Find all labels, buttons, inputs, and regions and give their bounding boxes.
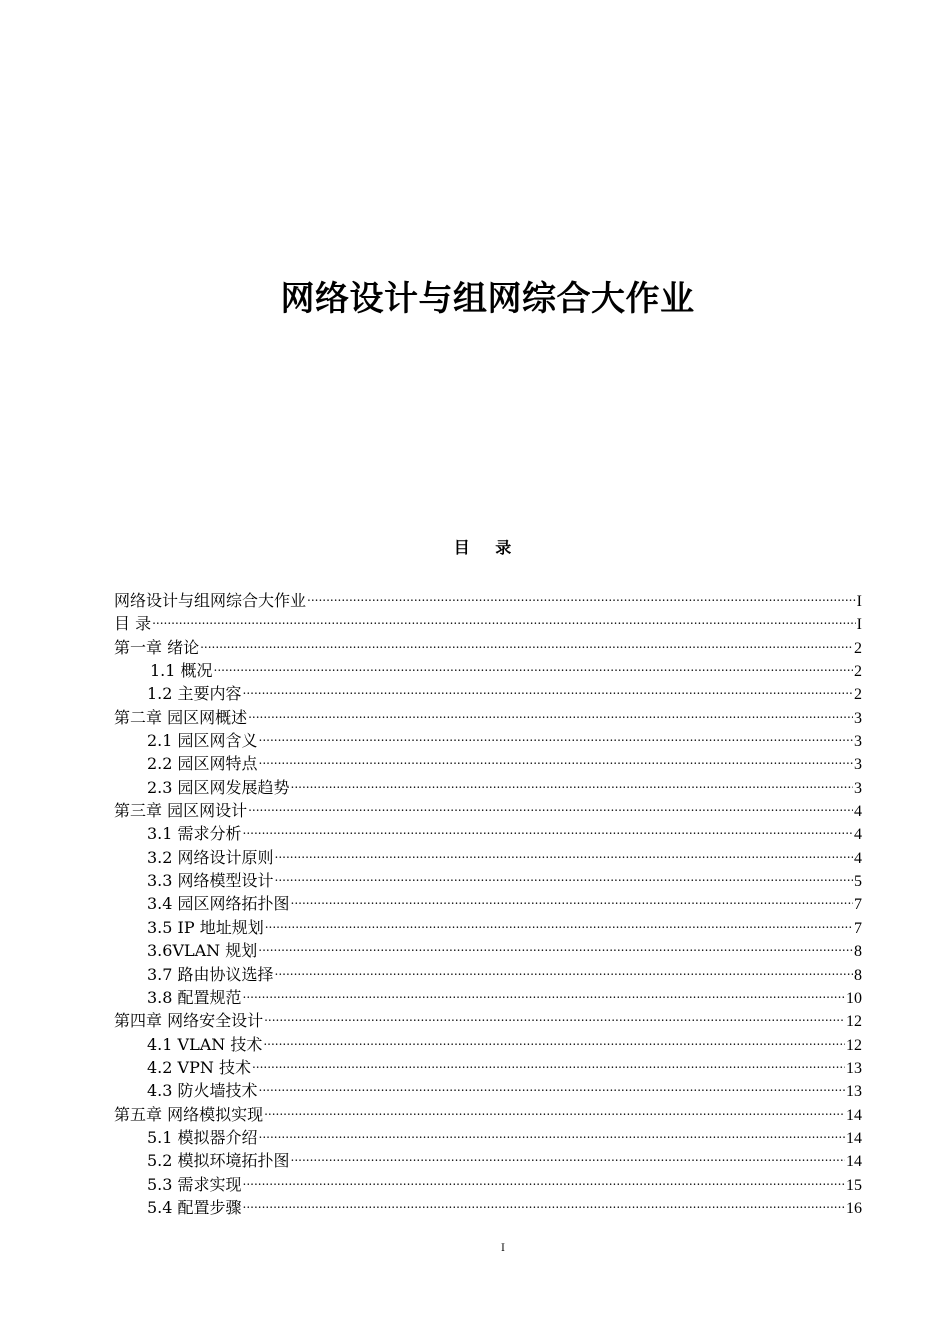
toc-leader-dots	[248, 800, 853, 816]
toc-entry-page: 8	[854, 966, 862, 984]
toc-entry-text: 第一章 绪论	[114, 637, 200, 657]
toc-entry-page: 13	[846, 1059, 862, 1077]
toc-entry-text: 第四章 网络安全设计	[114, 1011, 264, 1031]
toc-entry[interactable]	[114, 846, 862, 869]
toc-entry-text: 第五章 网络模拟实现	[114, 1104, 264, 1124]
toc-leader-dots	[275, 847, 853, 863]
toc-entry-text: 5.2 模拟环境拓扑图	[147, 1151, 290, 1171]
toc-leader-dots	[264, 1104, 845, 1120]
toc-leader-dots	[152, 613, 856, 629]
toc-entry-page: 14	[846, 1153, 862, 1171]
toc-leader-dots	[259, 1080, 845, 1096]
toc-leader-dots	[264, 1010, 845, 1026]
toc-entry[interactable]	[114, 986, 862, 1009]
toc-leader-dots	[243, 1174, 845, 1190]
toc-entry-text: 第三章 园区网设计	[114, 801, 248, 821]
toc-entry-text: 3.8 配置规范	[147, 987, 242, 1007]
toc-entry-page: 2	[854, 663, 862, 681]
toc-entry-page: 12	[846, 1013, 862, 1031]
toc-entry-text: 3.7 路由协议选择	[147, 964, 274, 984]
toc-entry[interactable]	[114, 1009, 862, 1032]
toc-entry-page: 2	[854, 639, 862, 657]
table-of-contents	[114, 589, 862, 1219]
toc-entry-page: 2	[854, 686, 862, 704]
toc-leader-dots	[263, 1034, 845, 1050]
toc-entry-text: 第二章 园区网概述	[114, 707, 248, 727]
toc-entry[interactable]	[114, 939, 862, 962]
toc-entry-text: 3.5 IP 地址规划	[147, 917, 264, 937]
toc-entry-text: 4.1 VLAN 技术	[147, 1034, 263, 1054]
toc-entry-page: 8	[854, 943, 862, 961]
toc-entry-text: 5.4 配置步骤	[147, 1197, 242, 1217]
toc-leader-dots	[200, 637, 853, 653]
toc-entry-page: 3	[854, 779, 862, 797]
toc-leader-dots	[252, 1057, 845, 1073]
toc-entry-text: 3.3 网络模型设计	[147, 871, 274, 891]
toc-entry-page: 4	[854, 803, 862, 821]
toc-entry[interactable]	[114, 682, 862, 705]
toc-entry-page: 16	[846, 1199, 862, 1217]
toc-entry-page: 7	[854, 919, 862, 937]
toc-entry[interactable]	[114, 729, 862, 752]
toc-entry-page: 3	[854, 756, 862, 774]
toc-entry-page: I	[856, 593, 862, 610]
toc-entry[interactable]	[114, 1149, 862, 1172]
toc-entry[interactable]	[114, 1126, 862, 1149]
toc-entry[interactable]	[114, 636, 862, 659]
toc-entry-page: 7	[854, 896, 862, 914]
toc-leader-dots	[275, 870, 853, 886]
toc-leader-dots	[259, 753, 853, 769]
toc-leader-dots	[243, 1197, 845, 1213]
toc-leader-dots	[259, 730, 853, 746]
toc-entry-text: 5.1 模拟器介绍	[147, 1127, 258, 1147]
toc-entry-text: 3.1 需求分析	[147, 824, 242, 844]
page-number: I	[501, 1243, 505, 1254]
toc-leader-dots	[248, 707, 853, 723]
toc-entry-page: I	[856, 616, 862, 634]
toc-entry-text: 网络设计与组网综合大作业	[114, 591, 307, 610]
toc-entry[interactable]	[114, 1033, 862, 1056]
toc-entry-text: 3.4 园区网络拓扑图	[147, 894, 290, 914]
toc-entry-text: 5.3 需求实现	[147, 1174, 242, 1194]
toc-entry[interactable]	[114, 1056, 862, 1079]
toc-leader-dots	[214, 660, 853, 676]
toc-leader-dots	[307, 590, 856, 606]
toc-leader-dots	[265, 917, 853, 933]
toc-leader-dots	[259, 1127, 845, 1143]
toc-entry[interactable]	[114, 892, 862, 915]
toc-entry-text: 2.3 园区网发展趋势	[147, 777, 290, 797]
toc-entry-page: 12	[846, 1036, 862, 1054]
toc-entry-page: 3	[854, 709, 862, 727]
toc-leader-dots	[243, 823, 853, 839]
toc-entry-page: 15	[846, 1176, 862, 1194]
toc-entry-text: 2.1 园区网含义	[147, 731, 258, 751]
toc-leader-dots	[291, 893, 853, 909]
toc-heading: 目 录	[453, 538, 522, 557]
toc-entry-page: 4	[854, 826, 862, 844]
toc-entry-page: 5	[854, 873, 862, 891]
toc-leader-dots	[275, 964, 853, 980]
toc-leader-dots	[258, 940, 853, 956]
toc-entry[interactable]	[114, 799, 862, 822]
toc-entry-page: 14	[846, 1129, 862, 1147]
toc-entry[interactable]	[114, 963, 862, 986]
toc-entry-text: 目 录	[114, 614, 152, 634]
toc-entry[interactable]	[114, 1173, 862, 1196]
toc-entry[interactable]	[114, 612, 862, 635]
toc-entry[interactable]	[114, 916, 862, 939]
toc-entry[interactable]	[114, 706, 862, 729]
toc-entry[interactable]	[114, 659, 862, 682]
toc-leader-dots	[243, 987, 845, 1003]
toc-leader-dots	[291, 1150, 845, 1166]
toc-entry-text: 1.2 主要内容	[147, 684, 242, 704]
toc-entry-text: 1.1 概况	[150, 661, 213, 681]
toc-entry-text: 3.6VLAN 规划	[147, 941, 258, 961]
toc-entry-page: 14	[846, 1106, 862, 1124]
toc-entry[interactable]	[114, 1079, 862, 1102]
toc-entry[interactable]	[114, 822, 862, 845]
toc-entry[interactable]	[114, 776, 862, 799]
toc-entry-text: 2.2 园区网特点	[147, 754, 258, 774]
toc-leader-dots	[243, 683, 853, 699]
toc-entry-page: 10	[846, 989, 862, 1007]
toc-entry-text: 3.2 网络设计原则	[147, 847, 274, 867]
toc-entry-page: 3	[854, 733, 862, 751]
toc-entry[interactable]	[114, 1103, 862, 1126]
toc-entry-page: 13	[846, 1083, 862, 1101]
toc-entry[interactable]	[114, 869, 862, 892]
toc-entry-text: 4.2 VPN 技术	[147, 1057, 251, 1077]
toc-entry[interactable]	[114, 752, 862, 775]
toc-entry-page: 4	[854, 849, 862, 867]
toc-entry-text: 4.3 防火墙技术	[147, 1081, 258, 1101]
toc-entry[interactable]	[114, 589, 862, 612]
document-title: 网络设计与组网综合大作业	[280, 279, 695, 319]
toc-leader-dots	[291, 777, 853, 793]
toc-entry[interactable]	[114, 1196, 862, 1219]
